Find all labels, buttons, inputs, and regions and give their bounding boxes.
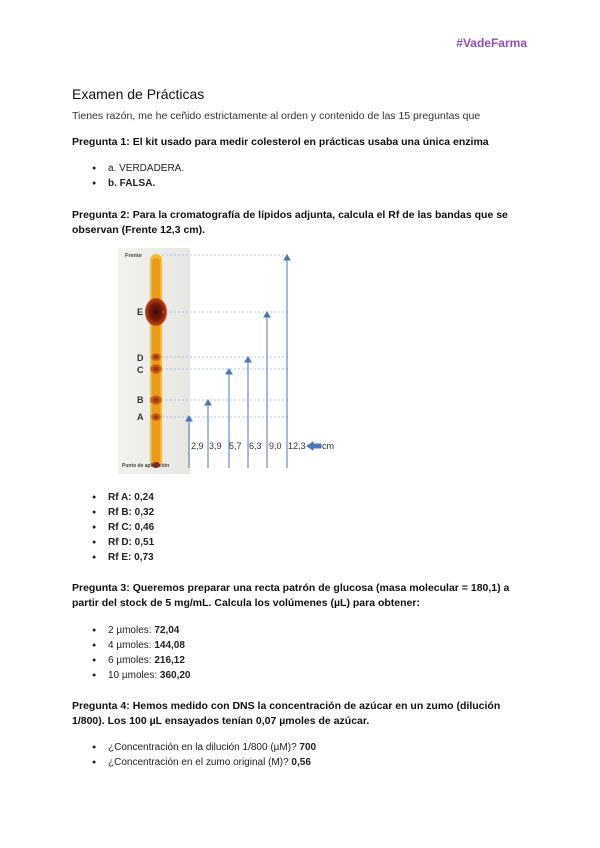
distance-label-c: 5,7 xyxy=(229,441,242,451)
concentration-label-original: ¿Concentración en el zumo original (M)? xyxy=(108,757,289,768)
question-3-label: Pregunta 3: xyxy=(72,582,130,594)
question-2-answers xyxy=(92,490,154,565)
rf-c-label: Rf C: xyxy=(108,522,132,533)
arrow-c-head xyxy=(226,369,232,374)
chromatography-figure xyxy=(118,248,340,474)
question-3 xyxy=(72,581,530,611)
band-label-e: E xyxy=(137,307,144,317)
rf-c-value: 0,46 xyxy=(134,522,155,533)
band-a-spot xyxy=(151,413,161,421)
distance-unit: cm xyxy=(322,441,334,451)
question-2-text: Para la cromatografía de lípidos adjunta, calcula el Rf de las bandas que se observan (Frente 12,3 cm). xyxy=(72,209,508,236)
rf-d-item xyxy=(92,535,154,550)
rf-c-item xyxy=(92,520,154,535)
band-b-spot xyxy=(150,395,162,405)
volume-label-6: 6 µmoles: xyxy=(108,655,152,666)
distance-label-e: 9,0 xyxy=(269,441,282,451)
volume-item-6 xyxy=(92,653,191,668)
volume-label-2: 2 µmoles: xyxy=(108,625,152,636)
distance-label-front: 12,3 xyxy=(288,441,306,451)
origin-label: Punto de aplicación xyxy=(122,463,170,469)
question-4-answers xyxy=(92,740,316,770)
question-2 xyxy=(72,208,530,238)
rf-b-label: Rf B: xyxy=(108,507,132,518)
band-label-d: D xyxy=(137,353,144,363)
band-d-spot xyxy=(151,353,161,361)
rf-d-label: Rf D: xyxy=(108,537,132,548)
question-3-text: Queremos preparar una recta patrón de glucosa (masa molecular = 180,1) a partir del stock de 5 mg/mL. Calcula los volúmenes (µL) para obtener: xyxy=(72,582,510,609)
page-title: Examen de Prácticas xyxy=(72,86,205,102)
distance-label-d: 6,3 xyxy=(249,441,262,451)
distance-label-b: 3,9 xyxy=(209,441,222,451)
question-1-answers xyxy=(92,161,184,191)
distance-label-a: 2,9 xyxy=(191,441,204,451)
band-label-b: B xyxy=(137,395,144,405)
concentration-item-original xyxy=(92,755,316,770)
concentration-label-dilution: ¿Concentración en la dilución 1/800 (µM)? xyxy=(108,742,297,753)
volume-value-2: 72,04 xyxy=(154,625,180,636)
rf-b-item xyxy=(92,505,154,520)
brand-tag: #VadeFarma xyxy=(456,36,527,50)
answer-option-a: ● a. VERDADERA. xyxy=(92,161,184,176)
question-3-answers xyxy=(92,623,191,683)
question-4-label: Pregunta 4: xyxy=(72,700,130,712)
concentration-value-dilution: 700 xyxy=(299,742,317,753)
volume-label-10: 10 µmoles: xyxy=(108,670,158,681)
distance-arrows xyxy=(186,255,321,468)
rf-a-label: Rf A: xyxy=(108,492,132,503)
front-label: Frente xyxy=(125,253,142,259)
question-4 xyxy=(72,699,530,729)
volume-value-6: 216,12 xyxy=(154,655,185,666)
question-4-text: Hemos medido con DNS la concentración de azúcar en un zumo (dilución 1/800). Los 100 µL ensayados tenían 0,07 µmoles de azúcar. xyxy=(72,700,501,727)
rf-e-value: 0,73 xyxy=(134,552,154,563)
volume-item-10 xyxy=(92,668,191,683)
volume-value-10: 360,20 xyxy=(159,670,191,681)
band-label-c: C xyxy=(137,365,144,375)
rf-a-value: 0,24 xyxy=(134,492,154,503)
band-label-a: A xyxy=(137,412,144,422)
rf-e-label: Rf E: xyxy=(108,552,132,563)
question-1-text: El kit usado para medir colesterol en prácticas usaba una única enzima xyxy=(132,136,489,148)
unit-arrow-icon xyxy=(307,442,321,450)
question-2-label: Pregunta 2: xyxy=(72,209,130,221)
volume-item-4 xyxy=(92,638,191,653)
intro-text: Tienes razón, me he ceñido estrictamente al orden y contenido de las 15 preguntas que xyxy=(72,110,481,122)
rf-d-value: 0,51 xyxy=(134,537,155,548)
concentration-value-original: 0,56 xyxy=(291,757,311,768)
question-1-label: Pregunta 1: xyxy=(72,136,130,148)
volume-value-4: 144,08 xyxy=(154,640,185,651)
question-1 xyxy=(72,135,530,150)
rf-b-value: 0,32 xyxy=(134,507,155,518)
arrow-front-head xyxy=(284,255,290,260)
rf-e-item xyxy=(92,550,154,565)
concentration-item-dilution xyxy=(92,740,316,755)
arrow-b-head xyxy=(205,400,211,405)
arrow-d-head xyxy=(245,357,251,362)
answer-option-b: ● b. FALSA. xyxy=(92,176,184,191)
rf-a-item xyxy=(92,490,154,505)
arrow-e-head xyxy=(264,312,270,317)
band-c-spot xyxy=(150,364,162,374)
volume-item-2 xyxy=(92,623,191,638)
volume-label-4: 4 µmoles: xyxy=(108,640,152,651)
